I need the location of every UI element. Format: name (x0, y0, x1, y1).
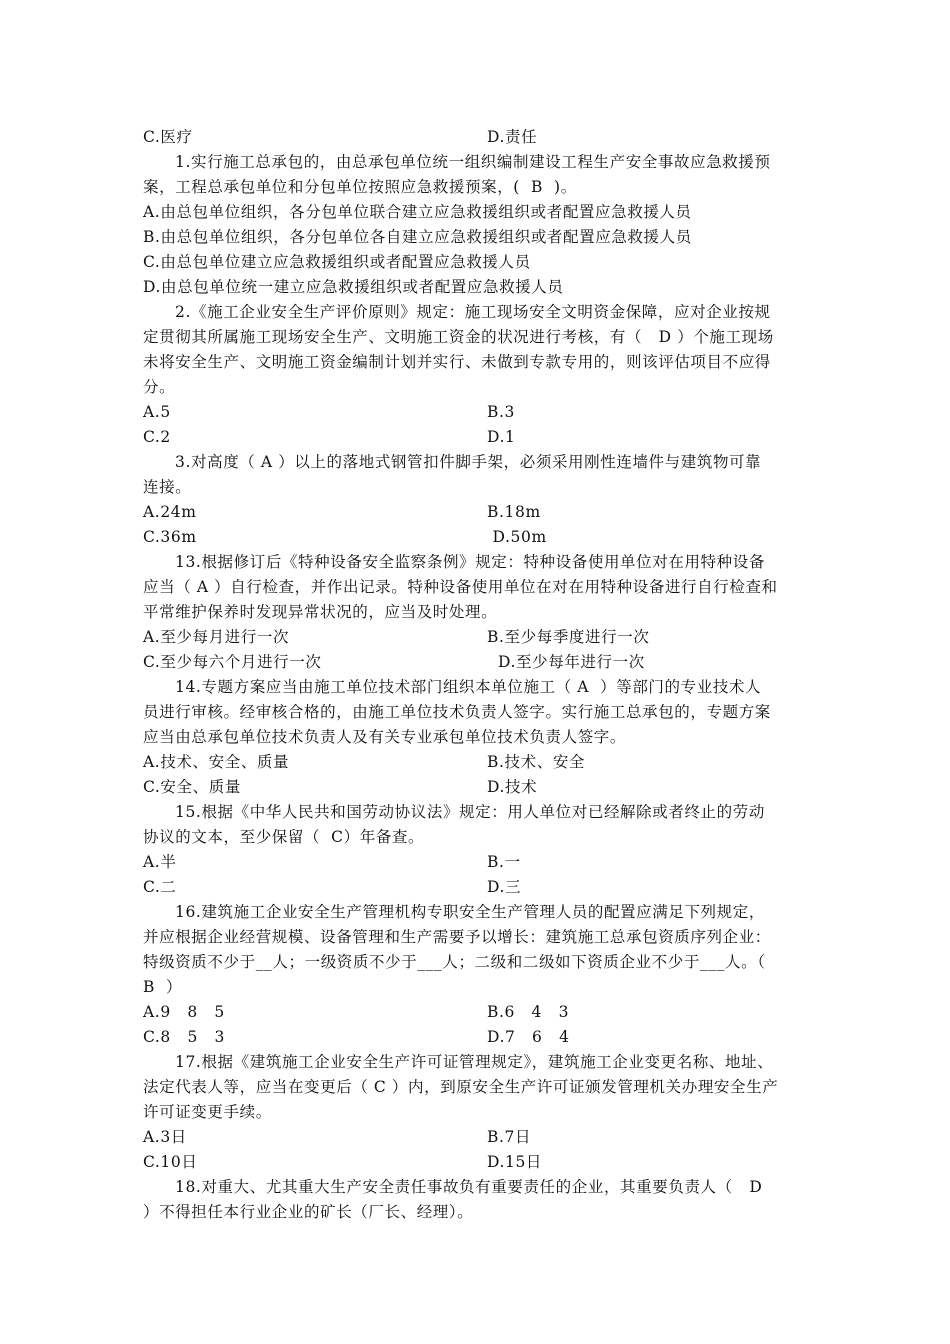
text-line: B.6 4 3 (487, 1003, 570, 1021)
text-line: A.24m (143, 503, 197, 521)
text-line: D.15日 (487, 1153, 543, 1171)
text-line: C.安全、质量 (143, 778, 241, 796)
text-line: A.技术、安全、质量 (143, 753, 290, 771)
text-line: D.由总包单位统一建立应急救援组织或者配置应急救援人员 (143, 278, 564, 296)
text-line: 员进行审核。经审核合格的，由施工单位技术负责人签字。实行施工总承包的，专题方案 (143, 703, 771, 721)
text-line: B.7日 (487, 1128, 532, 1146)
text-line: 定贯彻其所属施工现场安全生产、文明施工资金的状况进行考核，有（ D ）个施工现场 (143, 328, 774, 346)
text-line: A.由总包单位组织，各分包单位联合建立应急救援组织或者配置应急救援人员 (143, 203, 692, 221)
text-line: 并应根据企业经营规模、设备管理和生产需要予以增长：建筑施工总承包资质序列企业： (143, 928, 771, 946)
text-line: 许可证变更手续。 (143, 1103, 272, 1121)
text-line: C.8 5 3 (143, 1028, 225, 1046)
text-line: B ） (143, 978, 183, 996)
text-line: ）不得担任本行业企业的矿长（厂长、经理）。 (143, 1203, 474, 1221)
text-line: 案，工程总承包单位和分包单位按照应急救援预案，( B )。 (143, 178, 577, 196)
text-line: 16.建筑施工企业安全生产管理机构专职安全生产管理人员的配置应满足下列规定， (175, 903, 765, 921)
text-line: A.半 (143, 853, 177, 871)
text-line: C.二 (143, 878, 177, 896)
text-line: 2.《施工企业安全生产评价原则》规定：施工现场安全文明资金保障，应对企业按规 (175, 303, 771, 321)
text-line: A.3日 (143, 1128, 187, 1146)
text-line: 应当由总承包单位技术负责人及有关专业承包单位技术负责人签字。 (143, 728, 627, 746)
text-line: A.9 8 5 (143, 1003, 225, 1021)
text-line: 3.对高度（ A ）以上的落地式钢管扣件脚手架，必须采用刚性连墙件与建筑物可靠 (175, 453, 762, 471)
text-line: A.至少每月进行一次 (143, 628, 290, 646)
text-line: 未将安全生产、文明施工资金编制计划并实行、未做到专款专用的，则该评估项目不应得 (143, 353, 771, 371)
text-line: 连接。 (143, 478, 192, 496)
text-line: 13.根据修订后《特种设备安全监察条例》规定：特种设备使用单位对在用特种设备 (175, 553, 765, 571)
text-line: 特级资质不少于__人；一级资质不少于___人；二级和二级如下资质企业不少于___人。（ (143, 953, 766, 971)
text-line: C.医疗 (143, 128, 193, 146)
text-line: 应当（ A ）自行检查，并作出记录。特种设备使用单位在对在用特种设备进行自行检查和 (143, 578, 778, 596)
text-line: 1.实行施工总承包的，由总承包单位统一组织编制建设工程生产安全事故应急救援预 (175, 153, 771, 171)
text-line: 18.对重大、尤其重大生产安全责任事故负有重要责任的企业，其重要负责人（ D (175, 1178, 763, 1196)
text-line: D.1 (487, 428, 516, 446)
text-line: C.2 (143, 428, 171, 446)
text-line: D.责任 (487, 128, 538, 146)
text-line: 17.根据《建筑施工企业安全生产许可证管理规定》，建筑施工企业变更名称、地址、 (175, 1053, 774, 1071)
text-line: C.至少每六个月进行一次 (143, 653, 322, 671)
text-line: 协议的文本，至少保留（ C）年备查。 (143, 828, 425, 846)
text-line: B.技术、安全 (487, 753, 586, 771)
text-line: C.由总包单位建立应急救援组织或者配置应急救援人员 (143, 253, 531, 271)
text-line: 平常维护保养时发现异常状况的，应当及时处理。 (143, 603, 498, 621)
text-line: 14.专题方案应当由施工单位技术部门组织本单位施工（ A ）等部门的专业技术人 (175, 678, 762, 696)
text-line: B.由总包单位组织，各分包单位各自建立应急救援组织或者配置应急救援人员 (143, 228, 692, 246)
text-line: C.10日 (143, 1153, 198, 1171)
text-line: B.18m (487, 503, 541, 521)
text-line: 15.根据《中华人民共和国劳动协议法》规定：用人单位对已经解除或者终止的劳动 (175, 803, 765, 821)
text-line: 法定代表人等，应当在变更后（ C ）内，到原安全生产许可证颁发管理机关办理安全生产 (143, 1078, 779, 1096)
text-line: C.36m (143, 528, 197, 546)
text-line: D.至少每年进行一次 (487, 653, 645, 671)
text-line: D.三 (487, 878, 522, 896)
text-line: B.3 (487, 403, 515, 421)
text-line: D.技术 (487, 778, 538, 796)
text-line: B.一 (487, 853, 521, 871)
text-line: D.50m (487, 528, 547, 546)
text-line: B.至少每季度进行一次 (487, 628, 650, 646)
text-line: A.5 (143, 403, 171, 421)
text-line: 分。 (143, 378, 176, 396)
text-line: D.7 6 4 (487, 1028, 570, 1046)
